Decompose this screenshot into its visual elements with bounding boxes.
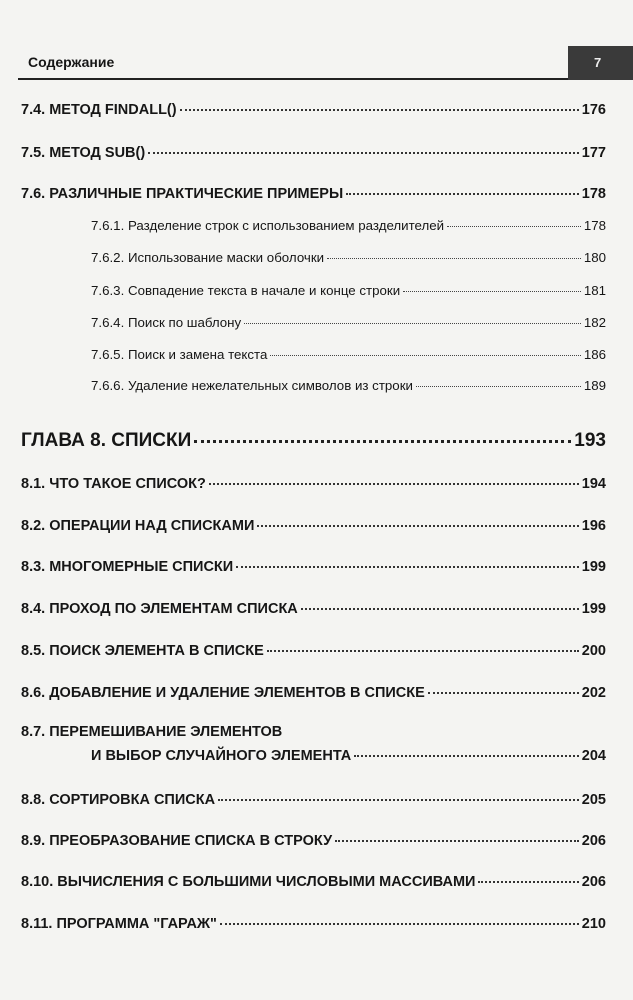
- toc-entry-8-11[interactable]: [21, 916, 606, 932]
- toc-label: 8.11. ПРОГРАММА "ГАРАЖ": [21, 916, 217, 932]
- toc-entry-7-6-6[interactable]: [91, 378, 606, 393]
- dot-leader: [220, 923, 579, 925]
- dot-leader: [180, 109, 579, 111]
- dot-leader: [218, 799, 579, 801]
- toc-label: 7.6. РАЗЛИЧНЫЕ ПРАКТИЧЕСКИЕ ПРИМЕРЫ: [21, 186, 344, 202]
- toc-page: 199: [581, 601, 606, 617]
- dot-leader: [447, 226, 581, 227]
- toc-entry-7-6-4[interactable]: [91, 315, 606, 330]
- toc-entry-7-6-5[interactable]: [91, 347, 606, 362]
- toc-label: 7.5. МЕТОД SUB(): [21, 145, 146, 161]
- toc-page: 180: [583, 250, 606, 265]
- toc-entry-8-1[interactable]: [21, 476, 606, 492]
- dot-leader: [346, 193, 579, 195]
- toc-page: 189: [583, 378, 606, 393]
- toc-entry-7-6-2[interactable]: [91, 250, 606, 265]
- toc-label: 8.6. ДОБАВЛЕНИЕ И УДАЛЕНИЕ ЭЛЕМЕНТОВ В СПИСКЕ: [21, 685, 425, 701]
- dot-leader: [148, 152, 579, 154]
- toc-label: 7.6.1. Разделение строк с использованием разделителей: [91, 218, 445, 233]
- toc-entry-8-7[interactable]: [91, 748, 606, 764]
- toc-label: 8.1. ЧТО ТАКОЕ СПИСОК?: [21, 476, 206, 492]
- dot-leader: [257, 525, 578, 527]
- toc-label: 7.6.2. Использование маски оболочки: [91, 250, 325, 265]
- toc-label: 8.5. ПОИСК ЭЛЕМЕНТА В СПИСКЕ: [21, 643, 264, 659]
- toc-page: 204: [581, 748, 606, 764]
- toc-entry-8-6[interactable]: [21, 685, 606, 701]
- toc-page: 177: [581, 145, 606, 161]
- page-number: 7: [594, 55, 602, 70]
- toc-label: 7.6.4. Поиск по шаблону: [91, 315, 242, 330]
- dot-leader: [244, 323, 581, 324]
- toc-label: 8.10. ВЫЧИСЛЕНИЯ С БОЛЬШИМИ ЧИСЛОВЫМИ МАССИВАМИ: [21, 874, 476, 890]
- toc-label: 8.2. ОПЕРАЦИИ НАД СПИСКАМИ: [21, 518, 255, 534]
- toc-label: 8.9. ПРЕОБРАЗОВАНИЕ СПИСКА В СТРОКУ: [21, 833, 333, 849]
- header-title: Содержание: [28, 54, 115, 70]
- toc-page: 210: [581, 916, 606, 932]
- toc-page: 178: [583, 218, 606, 233]
- toc-entry-8-8[interactable]: [21, 792, 606, 808]
- chapter-label: ГЛАВА 8. СПИСКИ: [21, 430, 192, 451]
- toc-page: 206: [581, 833, 606, 849]
- toc-page: 202: [581, 685, 606, 701]
- page-header: [18, 48, 633, 80]
- toc-label: 8.8. СОРТИРОВКА СПИСКА: [21, 792, 216, 808]
- toc-page: 182: [583, 315, 606, 330]
- toc-entry-7-6-3[interactable]: [91, 283, 606, 298]
- toc-label: И ВЫБОР СЛУЧАЙНОГО ЭЛЕМЕНТА: [91, 748, 352, 764]
- toc-entry-7-6[interactable]: [21, 186, 606, 202]
- dot-leader: [403, 291, 581, 292]
- toc-page: 205: [581, 792, 606, 808]
- toc-page: 199: [581, 559, 606, 575]
- toc-page: 176: [581, 102, 606, 118]
- toc-entry-7-4[interactable]: [21, 102, 606, 118]
- dot-leader: [236, 566, 579, 568]
- toc-label: 7.4. МЕТОД FINDALL(): [21, 102, 177, 118]
- toc-entry-8-4[interactable]: [21, 601, 606, 617]
- toc-page: 193: [574, 430, 606, 451]
- dot-leader: [428, 692, 579, 694]
- toc-page: 196: [581, 518, 606, 534]
- dot-leader: [335, 840, 579, 842]
- dot-leader: [478, 881, 578, 883]
- page-number-box: [568, 46, 633, 80]
- toc-chapter-8[interactable]: [21, 430, 606, 452]
- toc-page: 206: [581, 874, 606, 890]
- dot-leader: [267, 650, 579, 652]
- dot-leader: [354, 755, 579, 757]
- dot-leader: [194, 440, 571, 443]
- toc-entry-8-2[interactable]: [21, 518, 606, 534]
- toc-page: 178: [581, 186, 606, 202]
- toc-entry-8-3[interactable]: [21, 559, 606, 575]
- toc-entry-8-5[interactable]: [21, 643, 606, 659]
- toc-label: 7.6.5. Поиск и замена текста: [91, 347, 268, 362]
- toc-label: 7.6.6. Удаление нежелательных символов из строки: [91, 378, 413, 393]
- toc-page: 200: [581, 643, 606, 659]
- toc-page: 186: [583, 347, 606, 362]
- toc-entry-7-6-1[interactable]: [91, 218, 606, 233]
- dot-leader: [301, 608, 579, 610]
- toc-entry-8-7-line1[interactable]: 8.7. ПЕРЕМЕШИВАНИЕ ЭЛЕМЕНТОВ: [21, 724, 283, 740]
- dot-leader: [416, 386, 581, 387]
- toc-page: 194: [581, 476, 606, 492]
- dot-leader: [270, 355, 580, 356]
- dot-leader: [209, 483, 579, 485]
- toc-label: 8.4. ПРОХОД ПО ЭЛЕМЕНТАМ СПИСКА: [21, 601, 298, 617]
- dot-leader: [327, 258, 581, 259]
- toc-label: 8.3. МНОГОМЕРНЫЕ СПИСКИ: [21, 559, 234, 575]
- toc-entry-7-5[interactable]: [21, 145, 606, 161]
- toc-label: 7.6.3. Совпадение текста в начале и конце строки: [91, 283, 401, 298]
- toc-page: 181: [583, 283, 606, 298]
- toc-entry-8-10[interactable]: [21, 874, 606, 890]
- toc-entry-8-9[interactable]: [21, 833, 606, 849]
